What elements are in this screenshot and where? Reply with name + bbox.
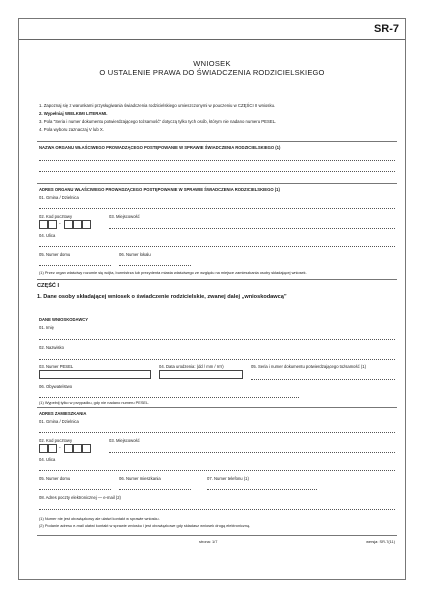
organ-name-label: NAZWA ORGANU WŁAŚCIWEGO PROWADZĄCEGO POSTĘPOWANIE W SPRAWIE ŚWIADCZENIA RODZICIELSKIEGO (1) — [39, 145, 281, 150]
organ-apt-label: 06. Numer lokalu — [119, 252, 151, 257]
organ-street-field[interactable] — [39, 246, 395, 247]
birth-date-field[interactable] — [159, 370, 243, 379]
residence-postal-digit-1[interactable] — [39, 444, 48, 453]
last-name-field[interactable] — [39, 359, 395, 360]
form-page — [18, 18, 406, 580]
email-field[interactable] — [39, 509, 395, 510]
birth-date-label: 04. Data urodzenia: (dd / mm / rrrr) — [159, 364, 224, 369]
organ-house-label: 05. Numer domu — [39, 252, 71, 257]
first-name-field[interactable] — [39, 339, 395, 340]
instruction-2: 2. Wypełniaj WIELKIMI LITERAMI. — [39, 111, 108, 116]
organ-address-heading: ADRES ORGANU WŁAŚCIWEGO PROWADZĄCEGO POSTĘPOWANIE W SPRAWIE ŚWIADCZENIA RODZICIELSKIEGO (1) — [39, 187, 280, 192]
organ-apt-field[interactable] — [119, 265, 191, 266]
residence-house-field[interactable] — [39, 489, 111, 490]
pesel-field[interactable] — [39, 370, 151, 379]
applicant-footnote: (1) Wypełnij tylko w przypadku, gdy nie nadano numeru PESEL. — [39, 400, 150, 405]
organ-gmina-field[interactable] — [39, 208, 395, 209]
footer-divider — [37, 535, 397, 536]
section-divider — [37, 183, 397, 184]
citizenship-label: 06. Obywatelstwo — [39, 384, 73, 389]
organ-postal-digit-2[interactable] — [48, 220, 57, 229]
residence-city-field[interactable] — [109, 452, 395, 453]
first-name-label: 01. Imię — [39, 325, 54, 330]
part1-heading: CZĘŚĆ I — [37, 283, 60, 289]
residence-city-label: 03. Miejscowość — [109, 438, 140, 443]
organ-city-label: 03. Miejscowość — [109, 214, 140, 219]
residence-street-field[interactable] — [39, 470, 395, 471]
organ-postal-digit-1[interactable] — [39, 220, 48, 229]
residence-footnote-1: (1) Numer nie jest obowiązkowy ale ułatwi kontakt w sprawie wniosku. — [39, 516, 160, 521]
email-label: 08. Adres poczty elektronicznej — e-mail (2) — [39, 495, 121, 500]
pesel-label: 03. Numer PESEL — [39, 364, 74, 369]
section-divider — [37, 141, 397, 142]
section-divider — [37, 279, 397, 280]
form-title: WNIOSEK — [193, 59, 231, 68]
residence-gmina-field[interactable] — [39, 432, 395, 433]
organ-house-field[interactable] — [39, 265, 111, 266]
header-divider — [19, 39, 405, 40]
residence-heading: ADRES ZAMIESZKANIA — [39, 411, 87, 416]
postal-dash: - — [59, 445, 61, 451]
part1-subheading: 1. Dane osoby składającej wniosek o świadczenie rodzicielskie, zwanej dalej „wnioskodawcą” — [37, 294, 287, 300]
id-document-field[interactable] — [251, 379, 395, 380]
organ-name-line-1[interactable] — [39, 160, 395, 161]
instruction-3: 3. Pola "Seria i numer dokumentu potwierdzającego tożsamość" dotyczą tylko tych osób, którym nie nadano numeru PESEL. — [39, 119, 277, 124]
page-number: strona: 1/7 — [199, 539, 218, 544]
section-divider — [37, 407, 397, 408]
id-document-label: 05. Seria i numer dokumentu potwierdzającego tożsamość (1) — [251, 364, 366, 369]
residence-footnote-2: (2) Podanie adresu e-mail ułatwi kontakt w sprawie wniosku i jest obowiązkowe gdy składasz wniosek drogą elektroniczną. — [39, 523, 251, 528]
phone-label: 07. Numer telefonu (1) — [207, 476, 249, 481]
residence-gmina-label: 01. Gmina / Dzielnica — [39, 419, 79, 424]
residence-postal-digit-4[interactable] — [73, 444, 82, 453]
residence-postal-digit-2[interactable] — [48, 444, 57, 453]
organ-gmina-label: 01. Gmina / Dzielnica — [39, 195, 79, 200]
organ-footnote: (1) Przez organ właściwy rozumie się wójta, burmistrza lub prezydenta miasta właściwego ze względu na miejsce zamieszkania osoby składającej wniosek. — [39, 270, 307, 275]
form-code: SR-7 — [373, 23, 399, 35]
residence-house-label: 05. Numer domu — [39, 476, 71, 481]
instruction-4: 4. Pola wyboru zaznaczaj V lub X. — [39, 127, 104, 132]
last-name-label: 02. Nazwisko — [39, 345, 64, 350]
citizenship-field[interactable] — [39, 397, 299, 398]
form-subtitle: O USTALENIE PRAWA DO ŚWIADCZENIA RODZICIELSKIEGO — [99, 68, 325, 77]
residence-postal-digit-5[interactable] — [82, 444, 91, 453]
residence-postal-label: 02. Kod pocztowy — [39, 438, 73, 443]
organ-city-field[interactable] — [109, 228, 395, 229]
residence-postal-digit-3[interactable] — [64, 444, 73, 453]
applicant-heading: DANE WNIOSKODAWCY — [39, 317, 89, 322]
organ-postal-label: 02. Kod pocztowy — [39, 214, 73, 219]
residence-apt-label: 06. Numer mieszkania — [119, 476, 161, 481]
instruction-1: 1. Zapoznaj się z warunkami przysługiwania świadczenia rodzicielskiego umieszczonymi w pouczeniu w CZĘŚCI II wniosku. — [39, 103, 276, 108]
postal-dash: - — [59, 221, 61, 227]
residence-apt-field[interactable] — [119, 489, 191, 490]
organ-postal-digit-3[interactable] — [64, 220, 73, 229]
phone-field[interactable] — [207, 489, 317, 490]
organ-street-label: 04. Ulica — [39, 233, 56, 238]
form-version: wersja: SR-7(11) — [366, 539, 395, 544]
residence-street-label: 04. Ulica — [39, 457, 56, 462]
organ-postal-digit-4[interactable] — [73, 220, 82, 229]
organ-name-line-2[interactable] — [39, 171, 395, 172]
organ-postal-digit-5[interactable] — [82, 220, 91, 229]
